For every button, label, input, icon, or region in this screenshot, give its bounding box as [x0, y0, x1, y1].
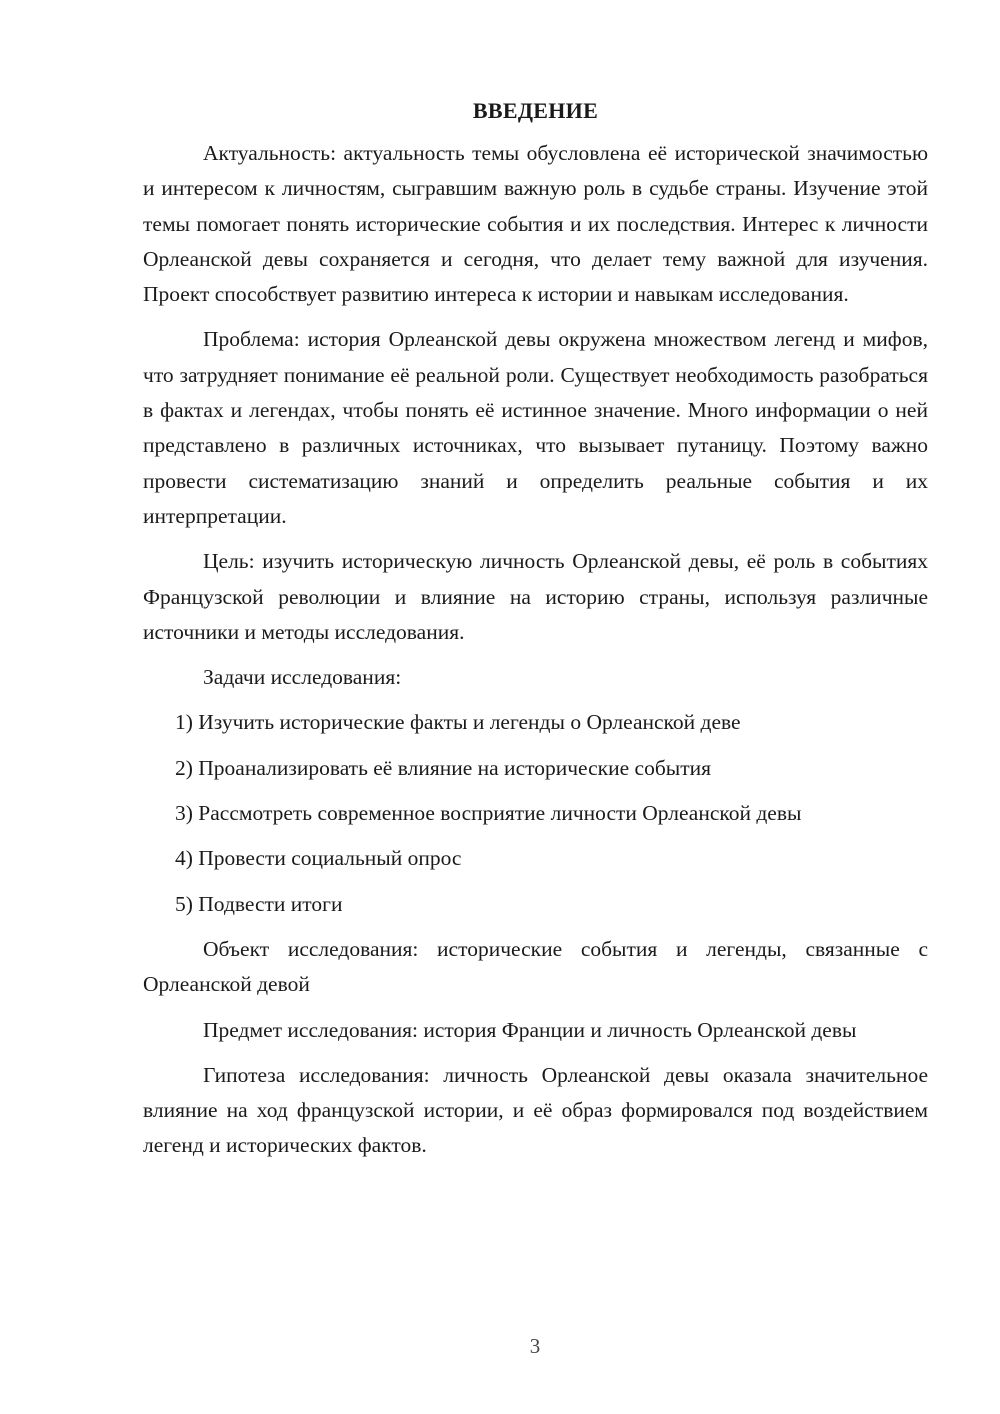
section-title: ВВЕДЕНИЕ: [472, 98, 599, 123]
relevance-paragraph: Актуальность: актуальность темы обусловлена её исторической значимостью и интересом к личностям, сыгравшим важную роль в судьбе страны. Изучение этой темы помогает понять исторические события и их последствия. Интерес к личности Орлеанской девы сохраняется и сегодня, что делает тему важной для изучения. Проект способствует развитию интереса к истории и навыкам исследования.: [143, 141, 928, 307]
task-item-1: 1) Изучить исторические факты и легенды о Орлеанской деве: [175, 710, 741, 735]
page-content: [143, 94, 928, 1174]
task-item-2: 2) Проанализировать её влияние на исторические события: [175, 755, 711, 780]
tasks-list: [143, 705, 928, 921]
hypothesis-paragraph: Гипотеза исследования: личность Орлеанской девы оказала значительное влияние на ход французской истории, и её образ формировался под воздействием легенд и исторических фактов.: [143, 1062, 928, 1158]
task-item-5: 5) Подвести итоги: [175, 891, 343, 916]
problem-paragraph: Проблема: история Орлеанской девы окружена множеством легенд и мифов, что затрудняет понимание её реальной роли. Существует необходимость разобраться в фактах и легендах, чтобы понять её истинное значение. Много информации о ней представлено в различных источниках, что вызывает путаницу. Поэтому важно провести систематизацию знаний и определить реальные события и их интерпретации.: [143, 327, 928, 528]
object-paragraph: Объект исследования: исторические события и легенды, связанные с Орлеанской девой: [143, 936, 928, 997]
task-item-4: 4) Провести социальный опрос: [175, 846, 462, 871]
page-number: 3: [529, 1334, 541, 1358]
task-item-3: 3) Рассмотреть современное восприятие личности Орлеанской девы: [175, 801, 802, 826]
goal-paragraph: Цель: изучить историческую личность Орлеанской девы, её роль в событиях Французской революции и влияние на историю страны, используя различные источники и методы исследования.: [143, 549, 928, 644]
subject-paragraph: Предмет исследования: история Франции и личность Орлеанской девы: [203, 1017, 857, 1042]
tasks-heading: Задачи исследования:: [203, 665, 402, 690]
